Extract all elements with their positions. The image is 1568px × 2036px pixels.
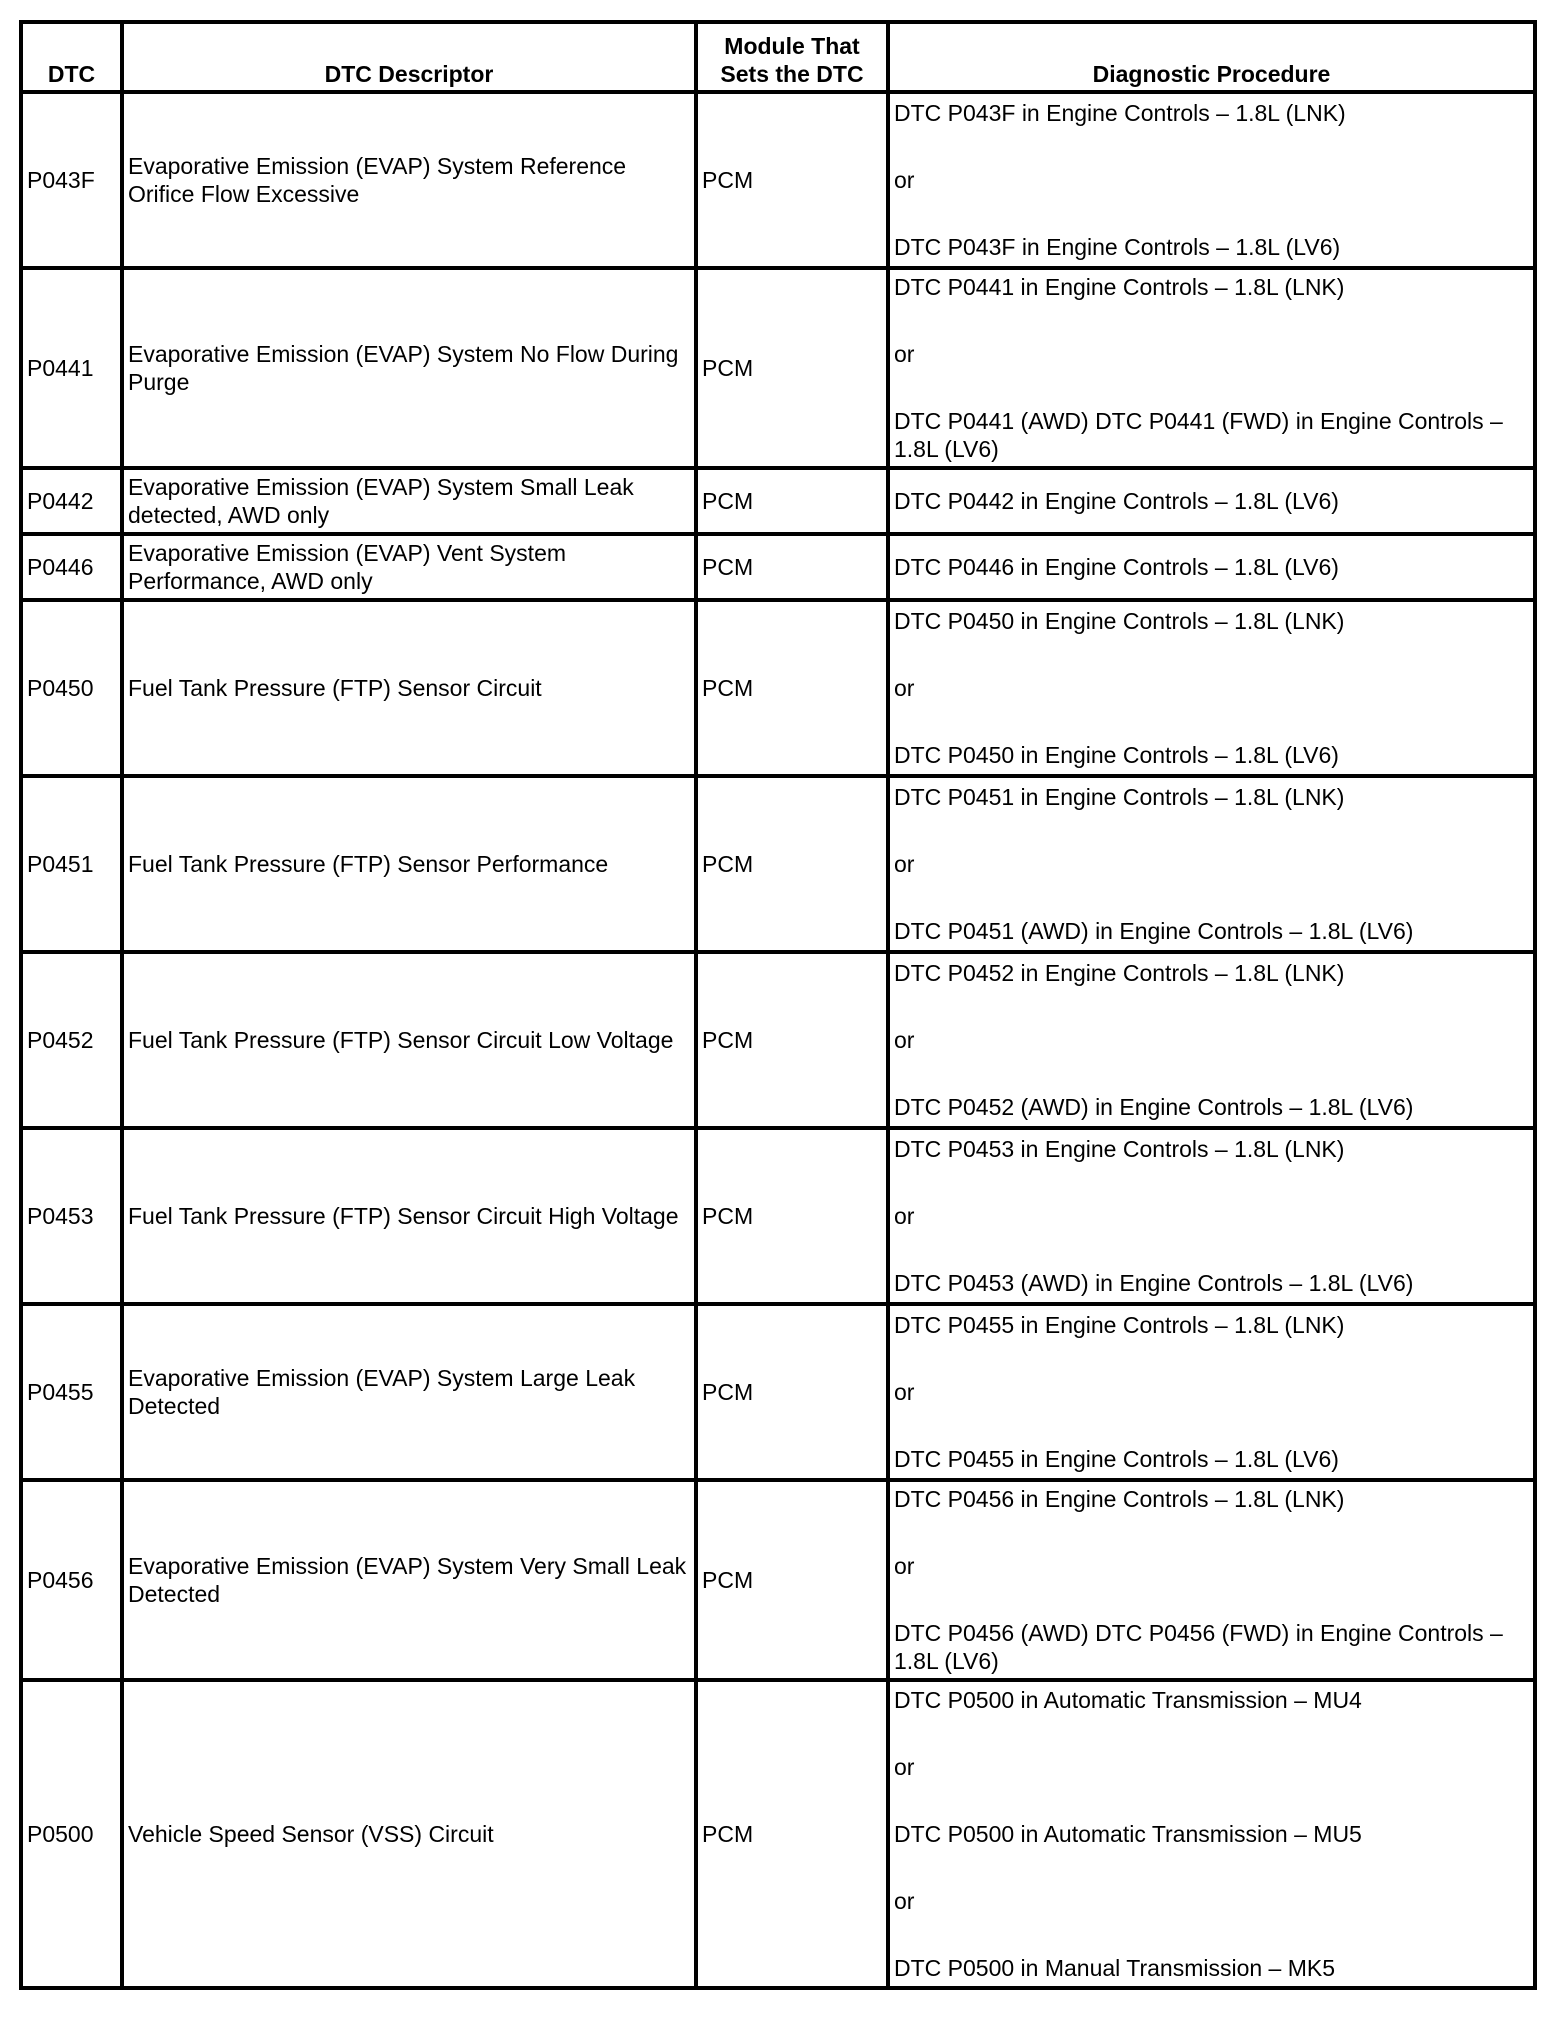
procedure-link[interactable]: DTC P0450 in Engine Controls – 1.8L (LNK) bbox=[894, 608, 1345, 634]
procedure-or: or bbox=[894, 1553, 915, 1579]
table-row bbox=[21, 92, 1535, 268]
dtc-code: P0455 bbox=[21, 1304, 122, 1480]
table-row bbox=[21, 1304, 1535, 1480]
table-row bbox=[21, 268, 1535, 468]
procedure-link[interactable]: DTC P0452 (AWD) in Engine Controls – 1.8L (LV6) bbox=[894, 1094, 1414, 1120]
dtc-code: P0450 bbox=[21, 600, 122, 776]
procedure-link[interactable]: DTC P0450 in Engine Controls – 1.8L (LV6) bbox=[894, 742, 1339, 768]
setting-module: PCM bbox=[696, 776, 888, 952]
dtc-code: P0446 bbox=[21, 534, 122, 600]
procedure-link[interactable]: DTC P0456 in Engine Controls – 1.8L (LNK) bbox=[894, 1486, 1345, 1512]
diagnostic-procedure bbox=[888, 268, 1535, 468]
procedure-link[interactable]: DTC P0446 in Engine Controls – 1.8L (LV6) bbox=[894, 554, 1339, 580]
procedure-or: or bbox=[894, 1203, 915, 1229]
table-row bbox=[21, 776, 1535, 952]
procedure-link[interactable]: DTC P0455 in Engine Controls – 1.8L (LNK) bbox=[894, 1312, 1345, 1338]
dtc-code: P0451 bbox=[21, 776, 122, 952]
procedure-or: or bbox=[894, 675, 915, 701]
dtc-descriptor: Fuel Tank Pressure (FTP) Sensor Circuit High Voltage bbox=[122, 1128, 696, 1304]
procedure-or: or bbox=[894, 1027, 915, 1053]
dtc-descriptor: Evaporative Emission (EVAP) System Small Leak detected, AWD only bbox=[122, 468, 696, 534]
table-body bbox=[21, 92, 1535, 1988]
procedure-or: or bbox=[894, 341, 915, 367]
diagnostic-procedure bbox=[888, 1680, 1535, 1988]
dtc-code: P0453 bbox=[21, 1128, 122, 1304]
dtc-code: P0456 bbox=[21, 1480, 122, 1680]
header-procedure: Diagnostic Procedure bbox=[888, 22, 1535, 92]
procedure-or: or bbox=[894, 1888, 915, 1914]
dtc-descriptor: Fuel Tank Pressure (FTP) Sensor Circuit bbox=[122, 600, 696, 776]
diagnostic-procedure bbox=[888, 534, 1535, 600]
setting-module: PCM bbox=[696, 1304, 888, 1480]
table-row bbox=[21, 600, 1535, 776]
table-header bbox=[21, 22, 1535, 92]
procedure-link[interactable]: DTC P0451 (AWD) in Engine Controls – 1.8L (LV6) bbox=[894, 918, 1414, 944]
table-row bbox=[21, 1480, 1535, 1680]
procedure-link[interactable]: DTC P043F in Engine Controls – 1.8L (LV6) bbox=[894, 234, 1341, 260]
procedure-link[interactable]: DTC P0441 in Engine Controls – 1.8L (LNK) bbox=[894, 274, 1345, 300]
diagnostic-procedure bbox=[888, 1128, 1535, 1304]
setting-module: PCM bbox=[696, 600, 888, 776]
procedure-link[interactable]: DTC P0500 in Automatic Transmission – MU4 bbox=[894, 1687, 1362, 1713]
setting-module: PCM bbox=[696, 952, 888, 1128]
procedure-or: or bbox=[894, 851, 915, 877]
dtc-descriptor: Fuel Tank Pressure (FTP) Sensor Performance bbox=[122, 776, 696, 952]
header-module bbox=[696, 22, 888, 92]
dtc-descriptor: Evaporative Emission (EVAP) System Reference Orifice Flow Excessive bbox=[122, 92, 696, 268]
dtc-table bbox=[19, 20, 1537, 1990]
table-row bbox=[21, 952, 1535, 1128]
header-module-line1: Module That bbox=[724, 33, 860, 59]
diagnostic-procedure bbox=[888, 468, 1535, 534]
table-row bbox=[21, 1680, 1535, 1988]
dtc-code: P043F bbox=[21, 92, 122, 268]
diagnostic-procedure bbox=[888, 776, 1535, 952]
dtc-code: P0500 bbox=[21, 1680, 122, 1988]
diagnostic-procedure bbox=[888, 1480, 1535, 1680]
dtc-descriptor: Fuel Tank Pressure (FTP) Sensor Circuit Low Voltage bbox=[122, 952, 696, 1128]
diagnostic-procedure bbox=[888, 952, 1535, 1128]
setting-module: PCM bbox=[696, 534, 888, 600]
procedure-link[interactable]: DTC P0500 in Automatic Transmission – MU5 bbox=[894, 1821, 1362, 1847]
procedure-link[interactable]: DTC P0455 in Engine Controls – 1.8L (LV6) bbox=[894, 1446, 1339, 1472]
header-row bbox=[21, 22, 1535, 92]
setting-module: PCM bbox=[696, 468, 888, 534]
table-row bbox=[21, 534, 1535, 600]
diagnostic-procedure bbox=[888, 600, 1535, 776]
procedure-link[interactable]: DTC P0441 (AWD) DTC P0441 (FWD) in Engine Controls – 1.8L (LV6) bbox=[894, 408, 1503, 462]
procedure-or: or bbox=[894, 1379, 915, 1405]
procedure-link[interactable]: DTC P0456 (AWD) DTC P0456 (FWD) in Engine Controls – 1.8L (LV6) bbox=[894, 1620, 1503, 1674]
procedure-link[interactable]: DTC P0453 (AWD) in Engine Controls – 1.8L (LV6) bbox=[894, 1270, 1414, 1296]
dtc-code: P0441 bbox=[21, 268, 122, 468]
dtc-code: P0442 bbox=[21, 468, 122, 534]
dtc-code: P0452 bbox=[21, 952, 122, 1128]
setting-module: PCM bbox=[696, 268, 888, 468]
diagnostic-procedure bbox=[888, 92, 1535, 268]
procedure-link[interactable]: DTC P043F in Engine Controls – 1.8L (LNK) bbox=[894, 100, 1346, 126]
procedure-link[interactable]: DTC P0500 in Manual Transmission – MK5 bbox=[894, 1955, 1336, 1981]
setting-module: PCM bbox=[696, 1680, 888, 1988]
dtc-descriptor: Vehicle Speed Sensor (VSS) Circuit bbox=[122, 1680, 696, 1988]
procedure-or: or bbox=[894, 167, 915, 193]
dtc-descriptor: Evaporative Emission (EVAP) System Large Leak Detected bbox=[122, 1304, 696, 1480]
dtc-descriptor: Evaporative Emission (EVAP) Vent System Performance, AWD only bbox=[122, 534, 696, 600]
header-module-line2: Sets the DTC bbox=[720, 61, 864, 87]
header-descriptor: DTC Descriptor bbox=[122, 22, 696, 92]
dtc-descriptor: Evaporative Emission (EVAP) System No Flow During Purge bbox=[122, 268, 696, 468]
procedure-link[interactable]: DTC P0452 in Engine Controls – 1.8L (LNK) bbox=[894, 960, 1345, 986]
procedure-or: or bbox=[894, 1754, 915, 1780]
setting-module: PCM bbox=[696, 92, 888, 268]
header-dtc: DTC bbox=[21, 22, 122, 92]
procedure-link[interactable]: DTC P0451 in Engine Controls – 1.8L (LNK) bbox=[894, 784, 1345, 810]
setting-module: PCM bbox=[696, 1128, 888, 1304]
setting-module: PCM bbox=[696, 1480, 888, 1680]
dtc-descriptor: Evaporative Emission (EVAP) System Very Small Leak Detected bbox=[122, 1480, 696, 1680]
procedure-link[interactable]: DTC P0453 in Engine Controls – 1.8L (LNK) bbox=[894, 1136, 1345, 1162]
table-row bbox=[21, 1128, 1535, 1304]
table-row bbox=[21, 468, 1535, 534]
diagnostic-procedure bbox=[888, 1304, 1535, 1480]
procedure-link[interactable]: DTC P0442 in Engine Controls – 1.8L (LV6) bbox=[894, 488, 1339, 514]
